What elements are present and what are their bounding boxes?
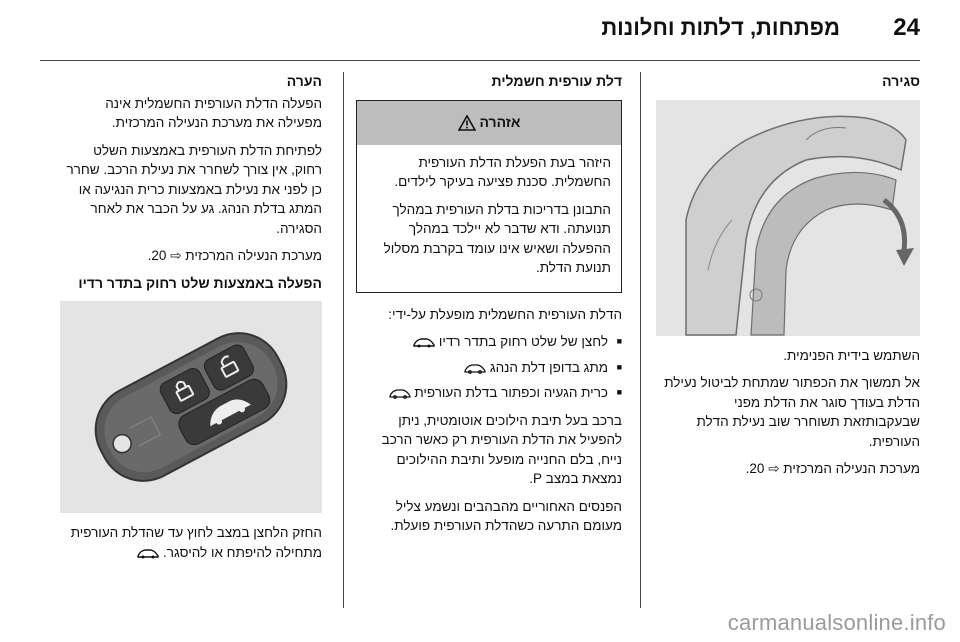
warning-body bbox=[357, 145, 621, 292]
warning-box bbox=[356, 100, 622, 293]
tailgate-drawing bbox=[656, 100, 920, 336]
warning-text-1: היזהר בעת הפעלת הדלת העורפית החשמלית. סכנת פציעה בעיקר לילדים. bbox=[394, 154, 611, 189]
note-heading: הערה bbox=[286, 73, 322, 89]
warning-triangle-icon bbox=[458, 115, 476, 131]
column-divider-left bbox=[343, 72, 344, 608]
warning-label: אזהרה bbox=[479, 113, 521, 130]
warning-header bbox=[357, 101, 621, 145]
closing-crossref[interactable]: מערכת הנעילה המרכזית ⇨ 20. bbox=[745, 461, 920, 476]
tailgate-illustration bbox=[656, 100, 920, 336]
section-heading-remote: הפעלה באמצעות שלט רחוק בתדר רדיו bbox=[78, 274, 322, 291]
page-number: 24 bbox=[893, 14, 920, 41]
remote-caption: החזק הלחצן במצב לחוץ עד שהדלת העורפית מתחילה להיפתח או להיסגר. bbox=[70, 525, 322, 560]
tailgate-car-icon bbox=[137, 547, 159, 559]
closing-text-1: השתמש בידית הפנימית. bbox=[783, 347, 920, 363]
operation-methods-list bbox=[356, 332, 622, 403]
column-power-tailgate bbox=[356, 72, 622, 544]
closing-text-2: אל תמשוך את הכפתור שמתחת לביטול נעילת הדלת בעודך סוגר את הדלת מפני שבעקבותזאת תשוחרר שוב נעילת הדלת העורפית. bbox=[664, 375, 920, 449]
remote-key-drawing bbox=[60, 301, 322, 513]
page-title: מפתחות, דלתות וחלונות bbox=[601, 15, 840, 40]
column-closing bbox=[656, 72, 920, 487]
tailgate-car-icon bbox=[464, 362, 486, 374]
remote-crossref[interactable]: מערכת הנעילה המרכזית ⇨ 20. bbox=[147, 248, 322, 263]
tailgate-car-icon bbox=[413, 336, 435, 348]
automatic-transmission-text: ברכב בעל תיבת הילוכים אוטומטית, ניתן להפעיל את הדלת העורפית רק כאשר הרכב נייח, בלם החנייה מופעל ותיבת ההילוכים נמצאת במצב P. bbox=[381, 412, 622, 486]
list-item: ■ כרית הגעיה וכפתור בדלת העורפית bbox=[356, 383, 622, 403]
section-heading-closing: סגירה bbox=[882, 73, 920, 89]
note-text: הפעלה הדלת העורפית החשמלית אינה מפעילה את מערכת הנעילה המרכזית. bbox=[105, 95, 322, 130]
list-item: ■ לחצן של שלט רחוק בתדר רדיו bbox=[356, 332, 622, 352]
watermark: carmanualsonline.info bbox=[727, 610, 946, 635]
column-remote-operation bbox=[60, 72, 322, 570]
section-heading-power-tailgate: דלת עורפית חשמלית bbox=[491, 73, 622, 89]
tail-lights-text: הפנסים האחוריים מהבהבים ונשמע צליל מעומם התרעה כשהדלת העורפית פועלת. bbox=[390, 498, 622, 533]
list-item: ■ מתג בדופן דלת הנהג bbox=[356, 358, 622, 378]
header-rule bbox=[40, 60, 920, 61]
page-header bbox=[0, 0, 960, 62]
remote-key-illustration bbox=[60, 301, 322, 513]
operation-intro: הדלת העורפית החשמלית מופעלת על-ידי: bbox=[388, 306, 622, 322]
tailgate-car-icon bbox=[389, 387, 411, 399]
column-divider-right bbox=[640, 72, 641, 608]
warning-text-2: התבונן בדריכות בדלת העורפית במהלך תנועתה. ודא שדבר לא יילכד במהלך ההפעלה ושאיש אינו עומד בקרבת מסלול תנועת הדלת. bbox=[383, 201, 611, 275]
remote-unlock-text: לפתיחת הדלת העורפית באמצעות השלט רחוק, אין צורך לשחרר את נעילת הרכב. שחרר כן לפני את נעילת באמצעות כרית הנגיעה או המתג בדלת הנהג. גע על הכבר את לאחר הסגירה. bbox=[66, 142, 322, 236]
